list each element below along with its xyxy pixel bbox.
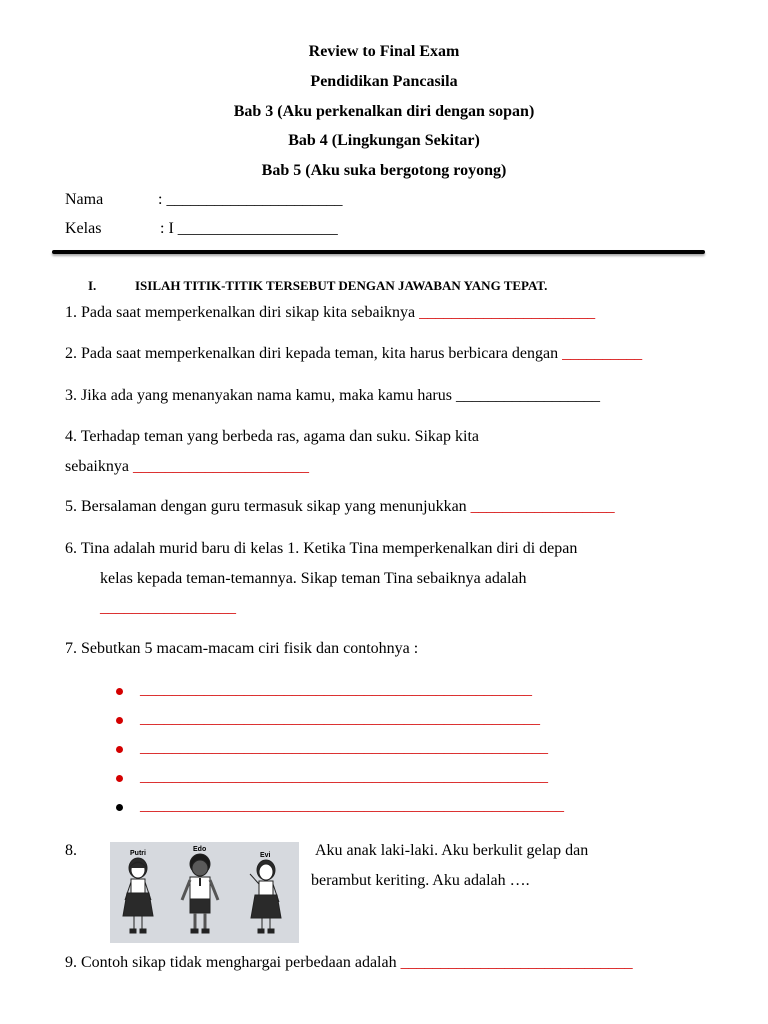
question-7-answer-blank-4[interactable]: ___________________________________________________ — [140, 768, 548, 785]
question-9 — [65, 954, 633, 972]
figure-label-edo: Edo — [193, 846, 207, 853]
bullet-1 — [116, 688, 123, 695]
question-7-answer-blank-2[interactable]: __________________________________________________ — [140, 710, 540, 727]
question-3 — [65, 387, 600, 405]
name-field[interactable]: : ______________________ — [158, 191, 343, 208]
question-4-line-2 — [65, 458, 309, 476]
question-8-line-1: Aku anak laki-laki. Aku berkulit gelap dan — [315, 842, 589, 859]
question-4-line-1: 4. Terhadap teman yang berbeda ras, agama dan suku. Sikap kita — [65, 428, 479, 445]
chapter-4: Bab 4 (Lingkungan Sekitar) — [288, 132, 480, 149]
bullet-5 — [116, 804, 123, 811]
question-8-line-2: berambut keriting. Aku adalah …. — [311, 872, 530, 889]
question-9-answer-blank[interactable]: _____________________________ — [400, 954, 633, 971]
question-8-number: 8. — [65, 842, 77, 859]
question-6-line-2: kelas kepada teman-temannya. Sikap teman Tina sebaiknya adalah — [100, 570, 527, 587]
section-number: I. — [88, 278, 97, 293]
question-5-text: 5. Bersalaman dengan guru termasuk sikap yang menunjukkan — [65, 498, 471, 515]
children-illustration — [110, 842, 299, 943]
name-label: Nama — [65, 191, 104, 208]
header-divider — [52, 250, 705, 254]
question-7: 7. Sebutkan 5 macam-macam ciri fisik dan contohnya : — [65, 640, 419, 657]
question-1-text: 1. Pada saat memperkenalkan diri sikap kita sebaiknya — [65, 304, 420, 321]
figure-label-putri: Putri — [130, 850, 146, 857]
question-5-answer-blank[interactable]: __________________ — [470, 498, 615, 515]
class-label: Kelas — [65, 220, 102, 237]
question-6-line-1: 6. Tina adalah murid baru di kelas 1. Ketika Tina memperkenalkan diri di depan — [65, 540, 578, 557]
question-2-answer-blank[interactable]: __________ — [562, 345, 643, 362]
question-6-answer-blank[interactable]: _________________ — [100, 599, 236, 616]
chapter-3: Bab 3 (Aku perkenalkan diri dengan sopan) — [233, 103, 535, 120]
question-2 — [65, 345, 642, 363]
question-5 — [65, 498, 615, 516]
class-field[interactable]: : I ____________________ — [160, 220, 338, 237]
question-1-answer-blank[interactable]: ______________________ — [419, 304, 596, 321]
subject-title: Pendidikan Pancasila — [310, 73, 458, 90]
question-4-answer-blank[interactable]: ______________________ — [132, 458, 309, 475]
bullet-2 — [116, 717, 123, 724]
chapter-5: Bab 5 (Aku suka bergotong royong) — [261, 162, 507, 179]
question-7-answer-blank-3[interactable]: ___________________________________________________ — [140, 739, 548, 756]
document-title: Review to Final Exam — [308, 43, 460, 60]
children-drawing — [110, 842, 299, 943]
question-7-answer-blank-1[interactable]: _________________________________________________ — [140, 681, 532, 698]
question-7-answer-blank-5[interactable]: _____________________________________________________ — [140, 797, 564, 814]
section-title: ISILAH TITIK-TITIK TERSEBUT DENGAN JAWABAN YANG TEPAT. — [135, 278, 548, 293]
figure-label-evi: Evi — [260, 852, 271, 859]
question-9-text: 9. Contoh sikap tidak menghargai perbedaan adalah — [65, 954, 401, 971]
question-4-text: sebaiknya — [65, 458, 133, 475]
question-3-answer-blank[interactable]: __________________ — [455, 387, 600, 404]
question-3-text: 3. Jika ada yang menanyakan nama kamu, maka kamu harus — [65, 387, 456, 404]
bullet-4 — [116, 775, 123, 782]
question-1 — [65, 304, 595, 322]
bullet-3 — [116, 746, 123, 753]
question-2-text: 2. Pada saat memperkenalkan diri kepada teman, kita harus berbicara dengan — [65, 345, 563, 362]
